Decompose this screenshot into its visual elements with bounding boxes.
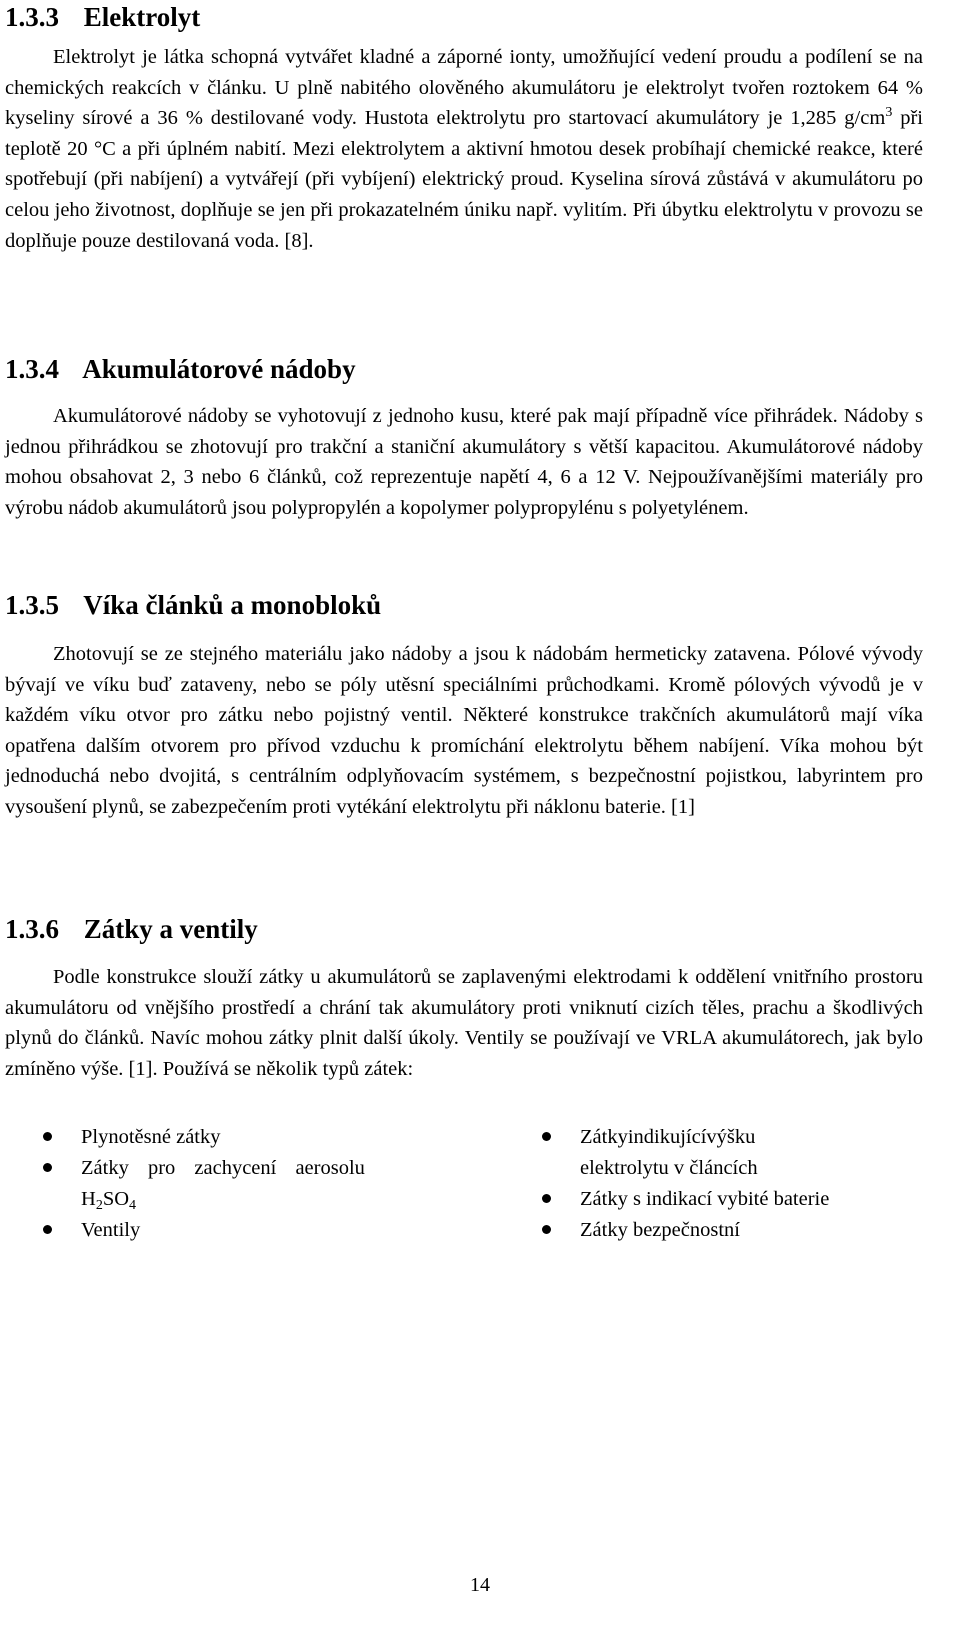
bullet-icon: [542, 1132, 551, 1141]
bullet-icon: [542, 1225, 551, 1234]
bullet-list-left: [43, 1122, 438, 1246]
section-heading: [5, 0, 923, 34]
section-number: 1.3.5: [5, 590, 59, 620]
list-item-text: Zátky bezpečnostní: [580, 1219, 740, 1241]
list-item-text: Zátky pro zachycení aerosolu: [81, 1157, 365, 1179]
section-paragraph: [5, 42, 923, 256]
list-item: [43, 1122, 438, 1153]
list-item-text: Zátky s indikací vybité baterie: [580, 1188, 830, 1210]
section-title: Víka článků a monobloků: [83, 590, 382, 620]
section-number: 1.3.4: [5, 354, 59, 384]
list-item: [542, 1122, 922, 1184]
formula-h: H: [81, 1188, 96, 1210]
section-title: Zátky a ventily: [83, 914, 258, 944]
section-elektrolyt: [5, 0, 923, 256]
bullet-icon: [542, 1194, 551, 1203]
section-heading: [5, 352, 923, 386]
list-item: [542, 1215, 922, 1246]
superscript-3: 3: [885, 105, 893, 121]
section-paragraph: Podle konstrukce slouží zátky u akumulátorů se zaplavenými elektrodami k oddělení vnitřního prostoru akumulátoru od vnějšího prostředí a chrání tak akumulátory proti vniknutí cizích těles, prachu a škodlivých plynů do článků. Navíc mohou zátky plnit další úkoly. Ventily se používají ve VRLA akumulátorech, jak bylo zmíněno výše. [1]. Používá se několik typů zátek:: [5, 966, 923, 1080]
section-zatky-a-ventily: [5, 912, 923, 1084]
bullet-icon: [43, 1132, 52, 1141]
section-akumulatorove-nadoby: [5, 352, 923, 523]
formula-sub-4: 4: [129, 1198, 137, 1213]
list-item-text: [580, 1122, 922, 1153]
list-item-text: Plynotěsné zátky: [81, 1126, 221, 1148]
section-vika-clanku: [5, 588, 923, 823]
section-paragraph: Zhotovují se ze stejného materiálu jako nádoby a jsou k nádobám hermeticky zatavena. Pólové vývody bývají ve víku buď zataveny, nebo se póly utěsní speciálními průchodkami. Kromě pólových vývodů je v každém víku otvor pro zátku nebo pojistný ventil. Některé konstrukce trakčních akumulátorů mají víka opatřena dalším otvorem pro přívod vzduchu k promíchání elektrolytu během nabíjení. Víka mohou být jednoduchá nebo dvojitá, s centrálním odplyňovacím systémem, s bezpečnostní pojistkou, labyrintem pro vysoušení plynů, se zabezpečením proti vytékání elektrolytu při náklonu baterie. [1]: [5, 643, 923, 818]
section-title: Elektrolyt: [83, 2, 201, 32]
list-item: [43, 1215, 438, 1246]
bullet-list-right: [542, 1122, 922, 1246]
section-number: 1.3.6: [5, 914, 59, 944]
formula-sub-2: 2: [95, 1198, 103, 1213]
list-item: [43, 1153, 438, 1215]
list-item-text: Ventily: [81, 1219, 141, 1241]
page-number: 14: [470, 1574, 490, 1596]
bullet-icon: [43, 1163, 52, 1172]
paragraph-text-a: Elektrolyt je látka schopná vytvářet kladné a záporné ionty, umožňující vedení proudu a podílení se na chemických reakcích v článku. U plně nabitého olověného akumulátoru je elektrolyt tvořen roztokem 64 % kyseliny sírové a 36 % destilované vody. Hustota elektrolytu pro startovací akumulátory je 1,285 g/cm: [5, 46, 923, 130]
list-item-text-cont: elektrolytu v článcích: [580, 1157, 758, 1179]
section-heading: [5, 912, 923, 946]
formula-so: SO: [102, 1188, 130, 1210]
paragraph-text-b: při teplotě 20 °C a při úplném nabití. Mezi elektrolytem a aktivní hmotou desek probíhají chemické reakce, které spotřebují (při nabíjení) a vytvářejí (při vybíjení) elektrický proud. Kyselina sírová zůstává v akumulátoru po celou jeho životnost, doplňuje se jen při prokazatelném úniku např. vylitím. Při úbytku elektrolytu v provozu se doplňuje pouze destilovaná voda. [8].: [5, 107, 923, 252]
word-3: výšku: [706, 1126, 756, 1148]
section-title: Akumulátorové nádoby: [82, 354, 356, 384]
word-1: Zátky: [580, 1126, 628, 1148]
section-paragraph: Akumulátorové nádoby se vyhotovují z jednoho kusu, které pak mají případně více přihrádek. Nádoby s jednou přihrádkou se zhotovují pro trakční a staniční akumulátory s větší kapacitou. Akumulátorové nádoby mohou obsahovat 2, 3 nebo 6 článků, což reprezentuje napětí 4, 6 a 12 V. Nejpoužívanějšími materiály pro výrobu nádob akumulátorů jsou polypropylén a kopolymer polypropylénu s polyetylénem.: [5, 405, 923, 519]
section-number: 1.3.3: [5, 2, 59, 32]
word-2: indikující: [627, 1126, 707, 1148]
list-item: [542, 1184, 922, 1215]
section-heading: [5, 588, 923, 622]
chemical-formula: [81, 1184, 438, 1215]
bullet-icon: [43, 1225, 52, 1234]
